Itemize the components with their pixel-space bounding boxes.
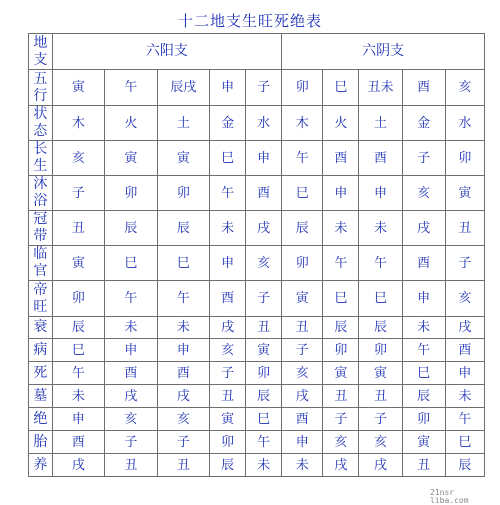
table-cell: 寅 — [359, 362, 402, 385]
table-cell: 酉 — [359, 141, 402, 176]
table-cell: 水 — [445, 106, 484, 141]
table-row — [29, 246, 485, 281]
table-cell: 水 — [246, 106, 282, 141]
corner-header: 地支 — [29, 34, 53, 70]
row-label: 五行 — [29, 70, 53, 106]
table-cell: 丑 — [246, 317, 282, 339]
table-cell: 辰 — [210, 454, 246, 477]
table-cell: 申 — [359, 176, 402, 211]
row-label: 胎 — [29, 431, 53, 454]
row-label: 帝旺 — [29, 281, 53, 317]
table-cell: 未 — [210, 211, 246, 246]
table-cell: 亥 — [359, 431, 402, 454]
table-cell: 午 — [105, 281, 157, 317]
table-cell: 卯 — [210, 431, 246, 454]
table-cell: 卯 — [282, 70, 323, 106]
table-cell: 酉 — [105, 362, 157, 385]
table-cell: 未 — [246, 454, 282, 477]
table-cell: 亥 — [445, 281, 484, 317]
table-cell: 辰 — [402, 385, 445, 408]
row-label: 墓 — [29, 385, 53, 408]
table-cell: 土 — [359, 106, 402, 141]
table-cell: 午 — [52, 362, 104, 385]
table-cell: 亥 — [246, 246, 282, 281]
table-cell: 卯 — [323, 339, 359, 362]
table-cell: 未 — [282, 454, 323, 477]
table-cell: 丑 — [445, 211, 484, 246]
table-row — [29, 211, 485, 246]
table-cell: 寅 — [157, 141, 209, 176]
table-cell: 申 — [282, 431, 323, 454]
table-cell: 戌 — [359, 454, 402, 477]
table-cell: 申 — [52, 408, 104, 431]
table-cell: 巳 — [282, 176, 323, 211]
row-label: 养 — [29, 454, 53, 477]
watermark — [430, 489, 469, 505]
table-cell: 丑 — [359, 385, 402, 408]
table-cell: 巳 — [359, 281, 402, 317]
table-cell: 辰戌 — [157, 70, 209, 106]
table-cell: 未 — [323, 211, 359, 246]
table-cell: 酉 — [282, 408, 323, 431]
table-cell: 未 — [445, 385, 484, 408]
table-row — [29, 431, 485, 454]
table-cell: 卯 — [282, 246, 323, 281]
table-cell: 午 — [282, 141, 323, 176]
table-row — [29, 176, 485, 211]
table-cell: 子 — [246, 70, 282, 106]
table-cell: 申 — [246, 141, 282, 176]
row-label: 长生 — [29, 141, 53, 176]
table-cell: 戌 — [52, 454, 104, 477]
table-cell: 子 — [105, 431, 157, 454]
table-cell: 子 — [402, 141, 445, 176]
table-cell: 戌 — [445, 317, 484, 339]
table-cell: 金 — [210, 106, 246, 141]
table-cell: 戌 — [105, 385, 157, 408]
table-cell: 巳 — [323, 281, 359, 317]
table-cell: 丑 — [105, 454, 157, 477]
table-cell: 寅 — [105, 141, 157, 176]
table-cell: 辰 — [445, 454, 484, 477]
table-cell: 木 — [52, 106, 104, 141]
table-cell: 酉 — [402, 70, 445, 106]
table-row — [29, 385, 485, 408]
table-cell: 子 — [246, 281, 282, 317]
table-cell: 未 — [105, 317, 157, 339]
table-cell: 戌 — [157, 385, 209, 408]
table-cell: 午 — [157, 281, 209, 317]
table-cell: 未 — [157, 317, 209, 339]
table-cell: 申 — [445, 362, 484, 385]
table-cell: 未 — [359, 211, 402, 246]
table-cell: 未 — [402, 317, 445, 339]
table-row — [29, 141, 485, 176]
table-cell: 辰 — [157, 211, 209, 246]
row-label: 状态 — [29, 106, 53, 141]
table-cell: 卯 — [359, 339, 402, 362]
table-cell: 申 — [210, 246, 246, 281]
table-cell: 卯 — [402, 408, 445, 431]
table-cell: 戌 — [323, 454, 359, 477]
table-cell: 寅 — [246, 339, 282, 362]
table-cell: 子 — [359, 408, 402, 431]
table-cell: 亥 — [105, 408, 157, 431]
table-cell: 未 — [52, 385, 104, 408]
table-cell: 亥 — [52, 141, 104, 176]
yang-branches-header: 六阳支 — [52, 34, 282, 70]
yin-branches-header: 六阴支 — [282, 34, 485, 70]
table-cell: 申 — [402, 281, 445, 317]
table-row — [29, 339, 485, 362]
table-row — [29, 454, 485, 477]
table-cell: 寅 — [402, 431, 445, 454]
table-cell: 巳 — [402, 362, 445, 385]
table-cell: 辰 — [246, 385, 282, 408]
table-cell: 卯 — [246, 362, 282, 385]
table-cell: 木 — [282, 106, 323, 141]
table-cell: 寅 — [52, 70, 104, 106]
table-cell: 火 — [323, 106, 359, 141]
table-row — [29, 281, 485, 317]
table-cell: 卯 — [157, 176, 209, 211]
table-row — [29, 317, 485, 339]
table-cell: 丑 — [210, 385, 246, 408]
table-cell: 辰 — [105, 211, 157, 246]
table-cell: 戌 — [282, 385, 323, 408]
page-title: 十二地支生旺死绝表 — [177, 12, 322, 30]
table-cell: 丑 — [323, 385, 359, 408]
row-label: 绝 — [29, 408, 53, 431]
table-cell: 巳 — [445, 431, 484, 454]
table-cell: 子 — [282, 339, 323, 362]
row-label: 冠带 — [29, 211, 53, 246]
branches-table — [28, 33, 485, 477]
table-cell: 卯 — [445, 141, 484, 176]
table-cell: 酉 — [445, 339, 484, 362]
table-cell: 卯 — [105, 176, 157, 211]
table-cell: 丑 — [157, 454, 209, 477]
table-cell: 子 — [157, 431, 209, 454]
table-cell: 申 — [323, 176, 359, 211]
table-cell: 午 — [402, 339, 445, 362]
table-cell: 申 — [157, 339, 209, 362]
table-cell: 寅 — [323, 362, 359, 385]
row-label: 沐浴 — [29, 176, 53, 211]
table-cell: 亥 — [210, 339, 246, 362]
table-cell: 酉 — [52, 431, 104, 454]
table-row — [29, 106, 485, 141]
table-cell: 辰 — [323, 317, 359, 339]
table-cell: 金 — [402, 106, 445, 141]
table-cell: 戌 — [210, 317, 246, 339]
table-cell: 巳 — [323, 70, 359, 106]
table-cell: 辰 — [52, 317, 104, 339]
row-label: 病 — [29, 339, 53, 362]
table-cell: 亥 — [445, 70, 484, 106]
table-cell: 寅 — [52, 246, 104, 281]
table-cell: 巳 — [52, 339, 104, 362]
table-cell: 酉 — [157, 362, 209, 385]
table-cell: 巳 — [210, 141, 246, 176]
watermark-line: 21nsr — [430, 488, 455, 497]
header-row — [29, 34, 485, 70]
table-cell: 亥 — [282, 362, 323, 385]
table-row — [29, 408, 485, 431]
table-cell: 寅 — [445, 176, 484, 211]
table-row — [29, 362, 485, 385]
table-cell: 子 — [445, 246, 484, 281]
table-cell: 申 — [105, 339, 157, 362]
watermark-line: liba.com — [430, 496, 469, 505]
table-cell: 午 — [445, 408, 484, 431]
table-cell: 戌 — [402, 211, 445, 246]
row-label: 死 — [29, 362, 53, 385]
table-cell: 子 — [323, 408, 359, 431]
table-cell: 丑 — [52, 211, 104, 246]
table-cell: 酉 — [323, 141, 359, 176]
row-label: 临官 — [29, 246, 53, 281]
table-cell: 戌 — [246, 211, 282, 246]
table-cell: 午 — [246, 431, 282, 454]
table-cell: 亥 — [323, 431, 359, 454]
table-cell: 酉 — [210, 281, 246, 317]
table-cell: 卯 — [52, 281, 104, 317]
table-cell: 巳 — [105, 246, 157, 281]
table-cell: 巳 — [157, 246, 209, 281]
table-cell: 寅 — [210, 408, 246, 431]
table-cell: 申 — [210, 70, 246, 106]
table-cell: 午 — [359, 246, 402, 281]
table-cell: 丑未 — [359, 70, 402, 106]
table-cell: 寅 — [282, 281, 323, 317]
table-cell: 辰 — [359, 317, 402, 339]
table-cell: 土 — [157, 106, 209, 141]
table-cell: 巳 — [246, 408, 282, 431]
table-cell: 亥 — [402, 176, 445, 211]
table-cell: 亥 — [157, 408, 209, 431]
table-cell: 午 — [105, 70, 157, 106]
table-cell: 酉 — [402, 246, 445, 281]
table-cell: 子 — [52, 176, 104, 211]
table-cell: 酉 — [246, 176, 282, 211]
table-cell: 火 — [105, 106, 157, 141]
table-cell: 午 — [323, 246, 359, 281]
table-body — [29, 34, 485, 477]
table-row — [29, 70, 485, 106]
row-label: 衰 — [29, 317, 53, 339]
table-cell: 午 — [210, 176, 246, 211]
table-cell: 丑 — [402, 454, 445, 477]
table-cell: 子 — [210, 362, 246, 385]
table-cell: 丑 — [282, 317, 323, 339]
table-cell: 辰 — [282, 211, 323, 246]
